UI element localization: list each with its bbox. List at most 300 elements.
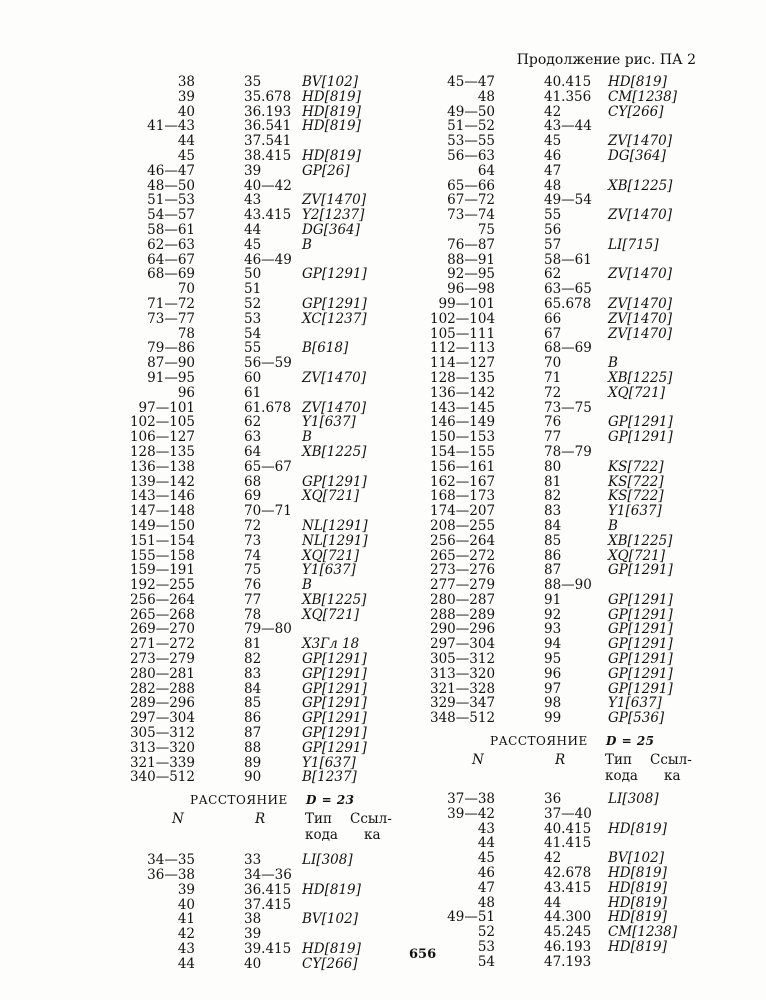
cell-r: 67	[544, 325, 562, 342]
cell-n: 265—268	[129, 606, 195, 623]
cell-ref: GP[1291]	[608, 621, 673, 638]
cell-n: 45	[477, 850, 495, 867]
cell-n: 265—272	[430, 547, 496, 564]
table-row	[129, 414, 450, 431]
cell-n: 97—101	[138, 399, 195, 416]
cell-n: 136—142	[430, 384, 496, 401]
table-row	[447, 192, 750, 209]
cell-r: 70—71	[244, 503, 292, 520]
table-row	[430, 710, 750, 727]
table-row	[430, 384, 750, 401]
col-header-type: Тип	[605, 752, 632, 769]
cell-n: 71—72	[147, 295, 195, 312]
cell-r: 37.541	[244, 133, 292, 150]
table-row	[430, 547, 750, 564]
cell-r: 47.193	[544, 953, 592, 970]
cell-r: 36.415	[244, 881, 292, 898]
cell-r: 36	[544, 791, 562, 808]
table-row	[150, 90, 450, 105]
cell-n: 87—90	[147, 355, 195, 372]
cell-n: 91—95	[147, 369, 195, 386]
cell-r: 35.678	[244, 88, 292, 105]
cell-r: 53	[244, 310, 262, 327]
cell-r: 81	[544, 473, 562, 490]
cell-ref: Y1[637]	[302, 754, 356, 771]
table-row	[129, 577, 450, 594]
cell-r: 37—40	[544, 805, 592, 822]
cell-r: 35	[244, 74, 262, 90]
col-header-r: R	[255, 811, 266, 828]
table-row	[450, 940, 750, 955]
cell-n: 106—127	[129, 429, 195, 446]
cell-n: 102—105	[129, 414, 195, 431]
cell-n: 139—142	[129, 473, 195, 490]
cell-ref: ZV[1470]	[302, 369, 367, 386]
cell-ref: XB[1225]	[302, 443, 367, 460]
table-row	[447, 281, 750, 298]
cell-n: 290—296	[430, 621, 496, 638]
cell-n: 39—42	[447, 805, 495, 822]
table-row	[147, 852, 450, 869]
table-row	[150, 282, 450, 297]
cell-n: 34—35	[147, 852, 195, 869]
cell-r: 71	[544, 369, 562, 386]
table-row	[147, 221, 450, 238]
cell-n: 64	[477, 162, 495, 179]
cell-r: 41.415	[544, 835, 592, 852]
cell-ref: GP[536]	[608, 710, 665, 727]
cell-r: 60	[244, 369, 262, 386]
cell-ref: Y2[1237]	[302, 207, 365, 224]
cell-r: 34—36	[244, 867, 292, 884]
cell-r: 90	[244, 769, 262, 786]
table-row	[147, 236, 450, 253]
cell-n: 277—279	[430, 577, 496, 594]
cell-r: 39	[244, 162, 262, 179]
cell-ref: HD[819]	[608, 865, 667, 882]
cell-r: 58—61	[544, 251, 592, 268]
cell-r: 72	[244, 517, 262, 534]
cell-ref: XQ[721]	[608, 547, 665, 564]
cell-r: 62	[544, 266, 562, 283]
col-header-type: Тип	[305, 811, 332, 828]
table-row	[447, 266, 750, 283]
col-header-r: R	[555, 752, 566, 769]
cell-ref: B	[302, 236, 312, 253]
cell-n: 48—50	[147, 177, 195, 194]
cell-r: 94	[544, 636, 562, 653]
table-row	[129, 443, 450, 460]
table-row	[150, 912, 450, 927]
cell-n: 92—95	[447, 266, 495, 283]
cell-ref: GP[1291]	[608, 591, 673, 608]
cell-n: 269—270	[129, 621, 195, 638]
table-row	[129, 488, 450, 505]
cell-r: 77	[544, 429, 562, 446]
cell-ref: GP[1291]	[302, 651, 367, 668]
cell-n: 288—289	[430, 606, 496, 623]
cell-n: 256—264	[430, 532, 496, 549]
cell-r: 78—79	[544, 443, 592, 460]
cell-r: 68	[244, 473, 262, 490]
cell-ref: GP[1291]	[302, 266, 367, 283]
cell-r: 61	[244, 384, 262, 401]
cell-r: 56—59	[244, 355, 292, 372]
table-row	[447, 791, 750, 808]
cell-ref: XQ[721]	[302, 488, 359, 505]
cell-ref: KS[722]	[608, 473, 664, 490]
section-title: РАССТОЯНИЕ	[490, 734, 588, 749]
cell-n: 39	[177, 881, 195, 898]
cell-r: 41.356	[544, 88, 592, 105]
cell-n: 146—149	[430, 414, 496, 431]
cell-r: 95	[544, 651, 562, 668]
cell-r: 70	[544, 355, 562, 372]
cell-r: 65—67	[244, 458, 292, 475]
cell-r: 79—80	[244, 621, 292, 638]
cell-n: 280—287	[430, 591, 496, 608]
cell-n: 273—279	[129, 651, 195, 668]
cell-r: 69	[244, 488, 262, 505]
cell-ref: XB[1225]	[302, 591, 367, 608]
cell-r: 38	[244, 911, 262, 928]
cell-n: 143—145	[430, 399, 496, 416]
table-row	[447, 909, 750, 926]
cell-n: 297—304	[430, 636, 496, 653]
cell-n: 48	[477, 88, 495, 105]
cell-n: 79—86	[147, 340, 195, 357]
table-row	[129, 710, 450, 727]
cell-ref: BV[102]	[302, 74, 358, 90]
cell-ref: GP[1291]	[608, 636, 673, 653]
cell-n: 49—50	[447, 103, 495, 120]
table-row	[147, 340, 450, 357]
cell-r: 48	[544, 177, 562, 194]
cell-ref: B	[302, 429, 312, 446]
table-row	[430, 429, 750, 446]
cell-r: 98	[544, 695, 562, 712]
page-number: 656	[409, 947, 437, 962]
cell-r: 84	[244, 680, 262, 697]
table-row	[430, 503, 750, 520]
cell-r: 76	[244, 577, 262, 594]
table-row	[129, 769, 450, 786]
cell-ref: CM[1238]	[608, 924, 678, 941]
cell-r: 40—42	[244, 177, 292, 194]
cell-r: 49—54	[544, 192, 592, 209]
cell-r: 61.678	[244, 399, 292, 416]
cell-ref: HD[819]	[608, 74, 667, 90]
table-row	[430, 414, 750, 431]
cell-n: 76—87	[447, 236, 495, 253]
cell-ref: ZV[1470]	[608, 266, 673, 283]
table-row	[150, 149, 450, 164]
cell-ref: GP[1291]	[608, 562, 673, 579]
table-row	[430, 532, 750, 549]
cell-n: 289—296	[129, 695, 195, 712]
cell-ref: XC[1237]	[302, 310, 367, 327]
cell-n: 136—138	[129, 458, 195, 475]
cell-n: 208—255	[430, 517, 496, 534]
cell-n: 143—146	[129, 488, 195, 505]
cell-ref: B	[302, 577, 312, 594]
cell-n: 45—47	[447, 74, 495, 90]
cell-ref: GP[1291]	[302, 665, 367, 682]
cell-ref: GP[1291]	[608, 606, 673, 623]
cell-n: 329—347	[430, 695, 496, 712]
cell-r: 46.193	[544, 939, 592, 956]
table-row	[430, 665, 750, 682]
section-title: РАССТОЯНИЕ	[190, 793, 288, 808]
cell-n: 58—61	[147, 221, 195, 238]
cell-n: 297—304	[129, 710, 195, 727]
cell-ref: HD[819]	[608, 909, 667, 926]
cell-n: 54	[477, 953, 495, 970]
cell-n: 68—69	[147, 266, 195, 283]
cell-n: 44	[477, 835, 495, 852]
cell-ref: B[618]	[302, 340, 349, 357]
cell-n: 273—276	[430, 562, 496, 579]
table-row	[430, 562, 750, 579]
table-row	[450, 866, 750, 881]
table-row	[447, 251, 750, 268]
cell-r: 43—44	[544, 118, 592, 135]
cell-r: 36.193	[244, 103, 292, 120]
cell-n: 192—255	[129, 577, 195, 594]
cell-n: 271—272	[129, 636, 195, 653]
cell-n: 43	[177, 941, 195, 958]
cell-n: 54—57	[147, 207, 195, 224]
table-row	[129, 517, 450, 534]
cell-r: 92	[544, 606, 562, 623]
table-row	[450, 955, 750, 970]
cell-r: 77	[244, 591, 262, 608]
table-row	[147, 207, 450, 224]
cell-ref: GP[1291]	[302, 739, 367, 756]
cell-r: 72	[544, 384, 562, 401]
cell-r: 43.415	[244, 207, 292, 224]
cell-ref: GP[1291]	[302, 725, 367, 742]
table-row	[150, 927, 450, 942]
cell-r: 46—49	[244, 251, 292, 268]
cell-r: 99	[544, 710, 562, 727]
table-row	[147, 192, 450, 209]
cell-ref: ZV[1470]	[302, 399, 367, 416]
cell-n: 162—167	[430, 473, 496, 490]
table-row	[150, 898, 450, 913]
cell-r: 40.415	[544, 820, 592, 837]
cell-r: 47	[544, 162, 562, 179]
table-row	[430, 355, 750, 372]
cell-r: 88	[244, 739, 262, 756]
cell-n: 112—113	[430, 340, 496, 357]
table-row	[447, 147, 750, 164]
cell-r: 68—69	[544, 340, 592, 357]
cell-n: 99—101	[438, 295, 495, 312]
cell-n: 51—53	[147, 192, 195, 209]
cell-ref: LI[715]	[608, 236, 659, 253]
cell-n: 256—264	[129, 591, 195, 608]
cell-n: 156—161	[430, 458, 496, 475]
table-row	[129, 621, 450, 638]
cell-r: 85	[544, 532, 562, 549]
cell-n: 39	[177, 88, 195, 105]
cell-n: 45	[177, 147, 195, 164]
cell-n: 46—47	[147, 162, 195, 179]
cell-ref: KS[722]	[608, 458, 664, 475]
cell-n: 67—72	[447, 192, 495, 209]
table-row	[447, 236, 750, 253]
cell-ref: HD[819]	[302, 88, 361, 105]
cell-n: 40	[177, 896, 195, 913]
cell-n: 313—320	[129, 739, 195, 756]
table-row	[129, 429, 450, 446]
cell-r: 63	[244, 429, 262, 446]
cell-ref: XB[1225]	[608, 532, 673, 549]
cell-r: 45	[244, 236, 262, 253]
cell-n: 56—63	[447, 147, 495, 164]
cell-r: 45	[544, 133, 562, 150]
table-row	[450, 851, 750, 866]
table-row	[129, 458, 450, 475]
cell-r: 81	[244, 636, 262, 653]
cell-n: 105—111	[430, 325, 496, 342]
cell-ref: HD[819]	[608, 894, 667, 911]
cell-ref: XQ[721]	[302, 547, 359, 564]
cell-r: 40.415	[544, 74, 592, 90]
table-row	[450, 223, 750, 238]
cell-ref: NL[1291]	[302, 517, 368, 534]
cell-n: 96	[177, 384, 195, 401]
cell-n: 114—127	[430, 355, 496, 372]
table-row	[129, 503, 450, 520]
cell-r: 87	[544, 562, 562, 579]
col-header-ref-2: ка	[664, 768, 681, 785]
cell-ref: GP[1291]	[302, 710, 367, 727]
table-row	[150, 327, 450, 342]
cell-ref: LI[308]	[608, 791, 659, 808]
table-row	[147, 867, 450, 884]
cell-ref: Y1[637]	[302, 562, 356, 579]
table-row	[430, 488, 750, 505]
cell-n: 88—91	[447, 251, 495, 268]
cell-ref: HD[819]	[608, 879, 667, 896]
table-row	[450, 925, 750, 940]
cell-ref: Х3Гл 18	[302, 636, 360, 653]
cell-r: 33	[244, 852, 262, 869]
table-row	[430, 369, 750, 386]
cell-n: 340—512	[129, 769, 195, 786]
table-row	[129, 473, 450, 490]
table-row	[129, 606, 450, 623]
cell-r: 82	[544, 488, 562, 505]
table-row	[129, 695, 450, 712]
cell-r: 74	[244, 547, 262, 564]
cell-n: 44	[177, 133, 195, 150]
cell-r: 43	[244, 192, 262, 209]
table-row	[430, 458, 750, 475]
cell-r: 40	[244, 955, 262, 972]
cell-ref: BV[102]	[302, 911, 358, 928]
cell-n: 53	[477, 939, 495, 956]
cell-n: 168—173	[430, 488, 496, 505]
cell-r: 91	[544, 591, 562, 608]
table-row	[450, 896, 750, 911]
cell-ref: ZV[1470]	[608, 325, 673, 342]
cell-n: 102—104	[430, 310, 496, 327]
cell-r: 83	[544, 503, 562, 520]
table-row	[129, 562, 450, 579]
cell-ref: ZV[1470]	[608, 295, 673, 312]
table-row	[430, 399, 750, 416]
cell-ref: ZV[1470]	[302, 192, 367, 209]
table-row	[150, 957, 450, 972]
table-row	[129, 725, 450, 742]
table-row	[147, 177, 450, 194]
cell-ref: KS[722]	[608, 488, 664, 505]
table-row	[447, 805, 750, 822]
col-header-ref: Ссыл-	[650, 752, 692, 769]
table-row	[430, 591, 750, 608]
cell-r: 44	[544, 894, 562, 911]
cell-r: 82	[244, 651, 262, 668]
cell-n: 49—51	[447, 909, 495, 926]
table-row	[430, 636, 750, 653]
cell-ref: HD[819]	[302, 881, 361, 898]
table-row	[150, 75, 450, 90]
cell-ref: ZV[1470]	[608, 133, 673, 150]
cell-n: 40	[177, 103, 195, 120]
cell-n: 44	[177, 955, 195, 972]
table-row	[147, 251, 450, 268]
cell-ref: DG[364]	[608, 147, 666, 164]
cell-ref: Y1[637]	[302, 414, 356, 431]
table-row	[447, 177, 750, 194]
cell-n: 159—191	[129, 562, 195, 579]
cell-r: 86	[244, 710, 262, 727]
cell-r: 45.245	[544, 924, 592, 941]
cell-r: 85	[244, 695, 262, 712]
cell-ref: CY[266]	[302, 955, 358, 972]
cell-n: 128—135	[129, 443, 195, 460]
table-row	[430, 443, 750, 460]
cell-r: 44	[244, 221, 262, 238]
cell-r: 78	[244, 606, 262, 623]
cell-n: 64—67	[147, 251, 195, 268]
cell-n: 41	[177, 911, 195, 928]
cell-n: 150—153	[430, 429, 496, 446]
table-row	[129, 532, 450, 549]
cell-r: 64	[244, 443, 262, 460]
table-row	[430, 577, 750, 594]
cell-r: 63—65	[544, 281, 592, 298]
table-row	[150, 883, 450, 898]
cell-ref: HD[819]	[302, 941, 361, 958]
cell-ref: Y1[637]	[608, 695, 662, 712]
cell-n: 62—63	[147, 236, 195, 253]
section-header	[450, 726, 750, 792]
cell-n: 78	[177, 325, 195, 342]
table-row	[129, 651, 450, 668]
cell-ref: ZV[1470]	[608, 207, 673, 224]
cell-n: 51—52	[447, 118, 495, 135]
cell-ref: Y1[637]	[608, 503, 662, 520]
cell-ref: HD[819]	[608, 939, 667, 956]
cell-r: 55	[244, 340, 262, 357]
table-row	[450, 881, 750, 896]
cell-n: 151—154	[129, 532, 195, 549]
table-row	[447, 207, 750, 224]
